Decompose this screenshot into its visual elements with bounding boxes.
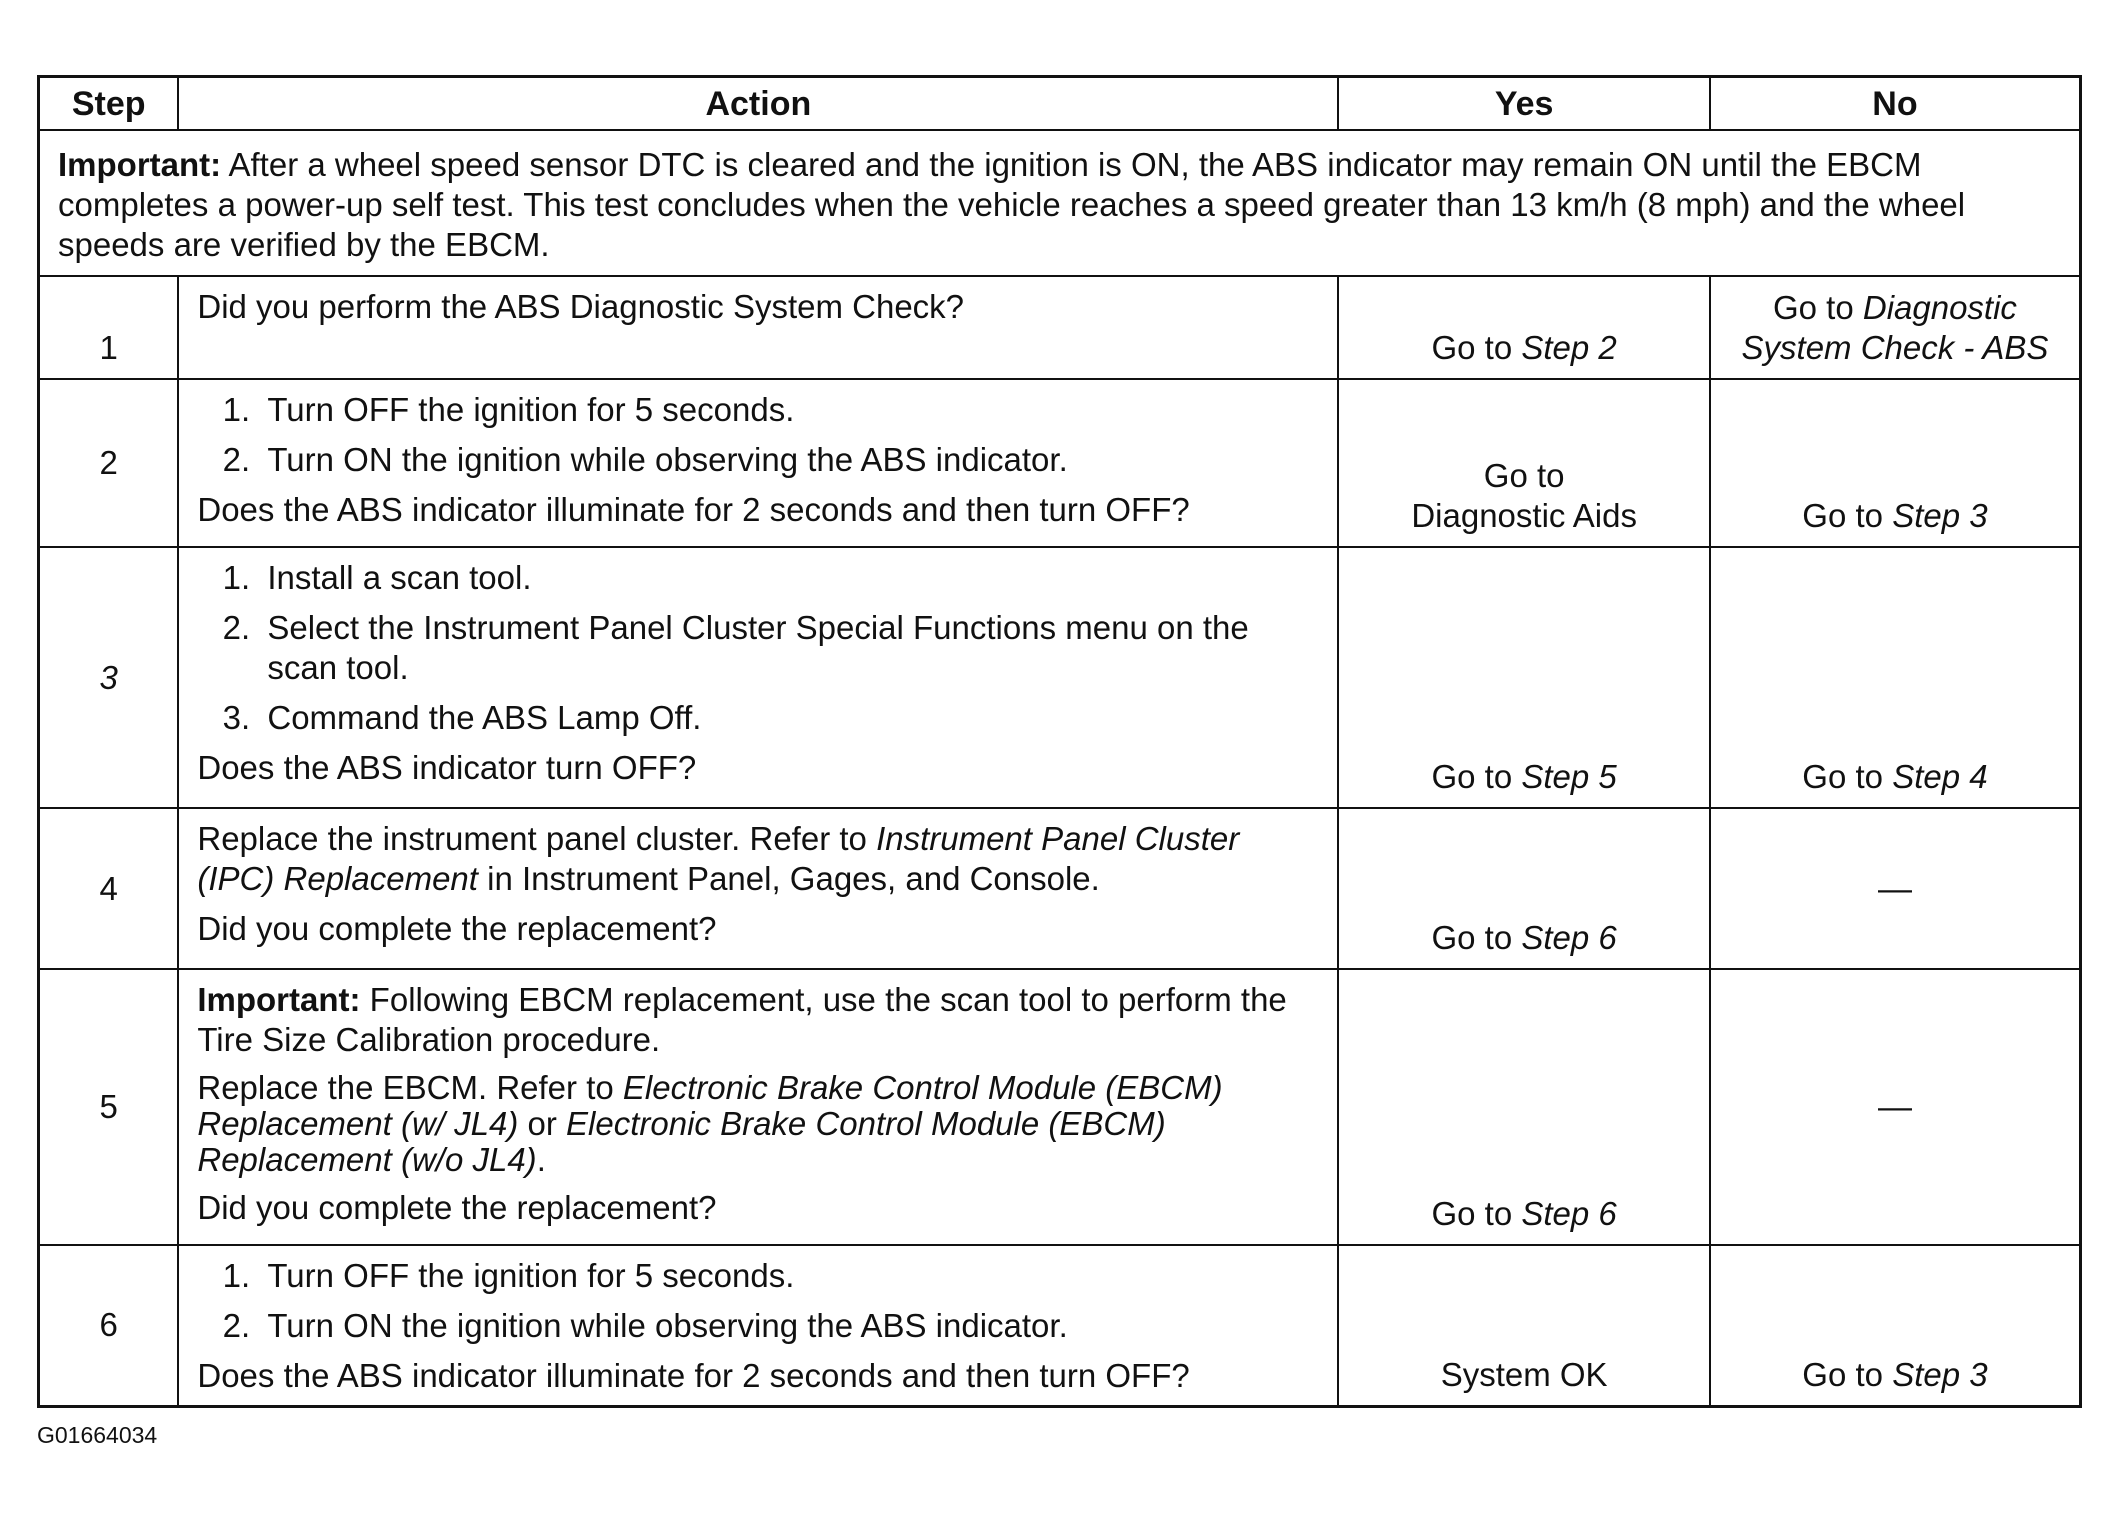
no-cell xyxy=(1710,547,2081,808)
no-step-ref: Diagnostic System Check - ABS xyxy=(1741,289,2049,366)
yes-cell xyxy=(1338,379,1710,547)
step-question: Did you complete the replacement? xyxy=(197,1189,717,1226)
header-yes: Yes xyxy=(1338,77,1710,131)
yes-cell xyxy=(1338,276,1710,379)
step-row-2 xyxy=(39,379,2081,547)
important-text: Following EBCM replacement, use the scan tool to perform the Tire Size Calibration procedure. xyxy=(197,981,1287,1058)
header-step: Step xyxy=(39,77,179,131)
no-cell-dash: — xyxy=(1710,969,2081,1245)
procedure-ref: Electronic Brake Control Module (EBCM) Replacement (w/ JL4) xyxy=(197,1069,1223,1142)
yes-step-ref: Step 6 xyxy=(1521,1195,1617,1232)
action-item: 1. Turn OFF the ignition for 5 seconds. xyxy=(259,1256,1319,1296)
action-text: Replace the EBCM. Refer to xyxy=(197,1069,623,1106)
action-paragraph xyxy=(197,1070,1319,1178)
yes-line-2: Diagnostic Aids xyxy=(1411,497,1637,534)
step-number: 6 xyxy=(39,1245,179,1406)
step-row-3 xyxy=(39,547,2081,808)
no-cell xyxy=(1710,276,2081,379)
yes-prefix: Go to xyxy=(1431,919,1522,956)
header-action: Action xyxy=(178,77,1338,131)
yes-prefix: Go to xyxy=(1431,1195,1522,1232)
action-paragraph xyxy=(197,819,1319,899)
procedure-ref: Instrument Panel Cluster (IPC) Replacement xyxy=(197,820,1240,897)
action-item: 1. Install a scan tool. xyxy=(259,558,1319,598)
header-row xyxy=(39,77,2081,131)
step-question: Does the ABS indicator illuminate for 2 seconds and then turn OFF? xyxy=(197,1357,1190,1394)
yes-cell xyxy=(1338,969,1710,1245)
period: . xyxy=(536,1141,546,1178)
action-cell xyxy=(178,547,1338,808)
no-step-ref: Step 3 xyxy=(1892,497,1988,534)
step-number: 5 xyxy=(39,969,179,1245)
yes-step-ref: Step 2 xyxy=(1521,329,1617,366)
yes-prefix: Go to xyxy=(1431,329,1522,366)
action-cell xyxy=(178,969,1338,1245)
step-row-5 xyxy=(39,969,2081,1245)
step-number: 3 xyxy=(39,547,179,808)
step-number: 1 xyxy=(39,276,179,379)
step-question: Did you complete the replacement? xyxy=(197,910,717,947)
yes-line-1: Go to xyxy=(1483,457,1565,494)
yes-step-ref: Step 6 xyxy=(1521,919,1617,956)
yes-prefix: Go to xyxy=(1431,758,1522,795)
header-no: No xyxy=(1710,77,2081,131)
step-question: Does the ABS indicator illuminate for 2 seconds and then turn OFF? xyxy=(197,491,1190,528)
diagnostic-table xyxy=(37,75,2082,1408)
step-row-4 xyxy=(39,808,2081,969)
or-text: or xyxy=(518,1105,567,1142)
no-step-ref: Step 3 xyxy=(1892,1355,1988,1393)
no-prefix: Go to xyxy=(1772,289,1863,326)
step-row-6 xyxy=(39,1245,2081,1406)
no-prefix: Go to xyxy=(1802,758,1893,795)
action-text: Replace the instrument panel cluster. Refer to xyxy=(197,820,877,857)
action-cell xyxy=(178,1245,1338,1406)
important-note-row xyxy=(39,130,2081,276)
yes-cell xyxy=(1338,808,1710,969)
no-step-ref: Step 4 xyxy=(1892,758,1988,795)
action-list xyxy=(197,390,1319,480)
step-number: 4 xyxy=(39,808,179,969)
important-note xyxy=(39,130,2081,276)
action-item: 1. Turn OFF the ignition for 5 seconds. xyxy=(259,390,1319,430)
action-item: 3. Command the ABS Lamp Off. xyxy=(259,698,1319,738)
no-prefix: Go to xyxy=(1802,1355,1893,1393)
figure-id: G01664034 xyxy=(37,1422,158,1448)
note-text: After a wheel speed sensor DTC is cleared and the ignition is ON, the ABS indicator may remain ON until the EBCM completes a power-up self test. This test concludes when the vehicle reaches a speed greater than 13 km/h (8 mph) and the wheel speeds are verified by the EBCM. xyxy=(58,146,1966,263)
no-prefix: Go to xyxy=(1802,497,1893,534)
action-cell xyxy=(178,276,1338,379)
yes-step-ref: Step 5 xyxy=(1521,758,1617,795)
step-question: Does the ABS indicator turn OFF? xyxy=(197,749,697,786)
action-cell xyxy=(178,379,1338,547)
no-cell xyxy=(1710,1245,2081,1406)
action-list xyxy=(197,558,1319,738)
step-question: Did you perform the ABS Diagnostic System Check? xyxy=(197,288,965,325)
action-item: 2. Turn ON the ignition while observing the ABS indicator. xyxy=(259,1306,1319,1346)
important-label: Important: xyxy=(197,981,361,1018)
step-row-1 xyxy=(39,276,2081,379)
action-item: 2. Select the Instrument Panel Cluster Special Functions menu on the scan tool. xyxy=(259,608,1319,688)
action-text-tail: in Instrument Panel, Gages, and Console. xyxy=(477,860,1100,897)
yes-cell xyxy=(1338,547,1710,808)
action-item: 2. Turn ON the ignition while observing the ABS indicator. xyxy=(259,440,1319,480)
important-paragraph xyxy=(197,980,1319,1060)
no-cell xyxy=(1710,379,2081,547)
action-cell xyxy=(178,808,1338,969)
procedure-ref: Electronic Brake Control Module (EBCM) Replacement (w/o JL4) xyxy=(197,1105,1166,1178)
yes-cell: System OK xyxy=(1338,1245,1710,1406)
step-number: 2 xyxy=(39,379,179,547)
note-label: Important: xyxy=(58,146,222,183)
no-cell-dash: — xyxy=(1710,808,2081,969)
action-list xyxy=(197,1256,1319,1346)
